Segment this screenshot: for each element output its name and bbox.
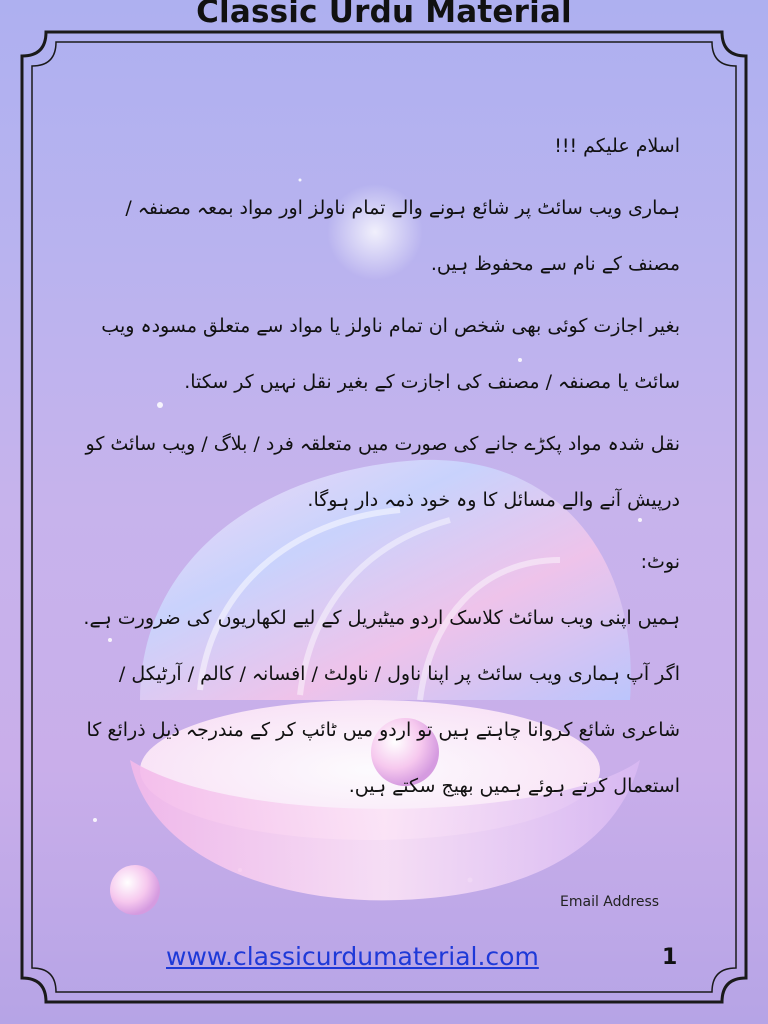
document-body: [82, 118, 680, 820]
paragraph-permission: بغیر اجازت کوئی بھی شخص ان تمام ناولز یا مواد سے متعلق مسودہ ویب سائٹ یا مصنفہ / مصنف کی اجازت کے بغیر نقل نہیں کر سکتا.: [101, 315, 680, 393]
page-number: 1: [662, 945, 678, 970]
paragraph-liability: نقل شدہ مواد پکڑے جانے کی صورت میں متعلقہ فرد / بلاگ / ویب سائٹ کو درپیش آنے والے مسائل کا وہ خود ذمہ دار ہوگا.: [85, 433, 680, 511]
note-heading: نوٹ:: [640, 551, 680, 573]
paragraph-copyright: ہماری ویب سائٹ پر شائع ہونے والے تمام ناولز اور مواد بمعہ مصنفہ / مصنف کے نام سے محفوظ ہیں.: [125, 197, 680, 275]
website-link[interactable]: www.classicurdumaterial.com: [166, 942, 539, 971]
email-address-label: Email Address: [560, 894, 660, 910]
document-title: Classic Urdu Material: [196, 0, 572, 30]
note-text: ہمیں اپنی ویب سائٹ کلاسک اردو میٹیریل کے لیے لکھاریوں کی ضرورت ہے. اگر آپ ہماری ویب سائٹ پر اپنا ناول / ناولٹ / افسانہ / کالم / آرٹیکل / شاعری شائع کروانا چاہتے ہیں تو اردو میں ٹائپ کر کے مندرجہ ذیل ذرائع کا استعمال کرتے ہوئے ہمیں بھیج سکتے ہیں.: [83, 607, 680, 797]
greeting: اسلام علیکم !!!: [554, 135, 680, 157]
